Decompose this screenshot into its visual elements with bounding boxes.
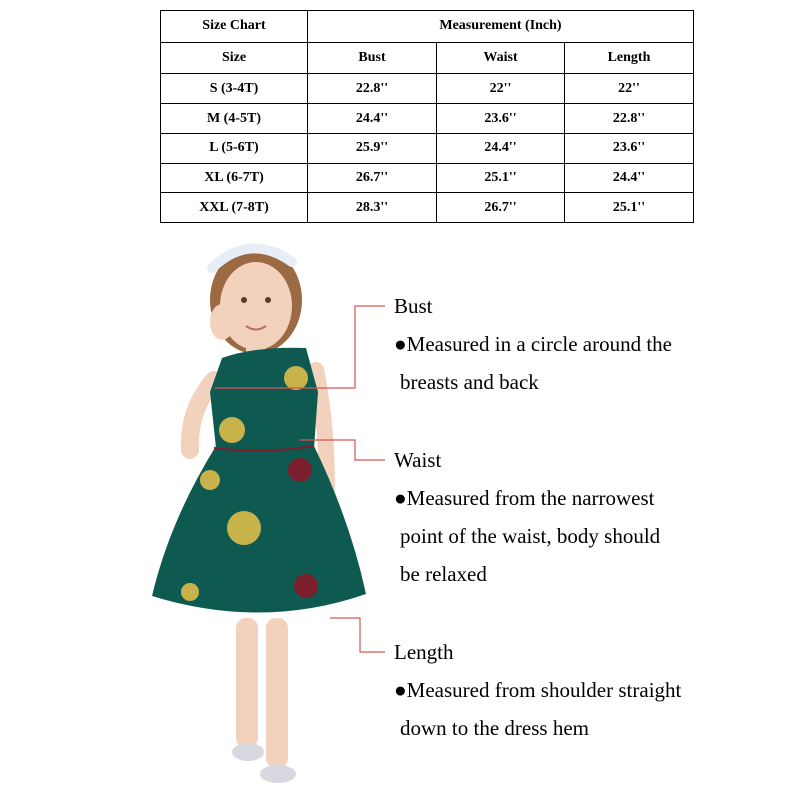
table-row — [161, 74, 694, 104]
eye-left — [241, 297, 247, 303]
floral-print — [284, 366, 308, 390]
table-cell: XL (6-7T) — [161, 163, 308, 193]
table-cell: 23.6'' — [437, 104, 565, 134]
right-leg — [266, 618, 288, 768]
table-row — [161, 133, 694, 163]
column-header-size: Size — [161, 42, 308, 74]
waist-annotation — [394, 441, 660, 593]
left-leg — [236, 618, 258, 748]
table-cell: 24.4'' — [308, 104, 437, 134]
table-row — [161, 163, 694, 193]
left-sandal — [232, 743, 264, 761]
length-annotation — [394, 633, 681, 747]
floral-print — [200, 470, 220, 490]
table-group-header-row — [161, 11, 694, 43]
bust-annotation — [394, 287, 672, 401]
column-header-length: Length — [565, 42, 694, 74]
eye-right — [265, 297, 271, 303]
table-header-row — [161, 42, 694, 74]
table-cell: 24.4'' — [437, 133, 565, 163]
table-cell: 22'' — [565, 74, 694, 104]
size-chart-table — [160, 10, 694, 223]
table-cell: 28.3'' — [308, 193, 437, 223]
waist-description-line: ●Measured from the narrowest — [394, 486, 655, 510]
table-corner-label: Size Chart — [161, 11, 308, 43]
table-cell: 25.9'' — [308, 133, 437, 163]
table-cell: M (4-5T) — [161, 104, 308, 134]
left-arm — [190, 380, 214, 450]
table-cell: 23.6'' — [565, 133, 694, 163]
table-group-header: Measurement (Inch) — [308, 11, 694, 43]
waist-description-line: be relaxed — [400, 562, 487, 586]
bust-description-line: breasts and back — [400, 370, 539, 394]
length-description-line: down to the dress hem — [400, 716, 589, 740]
length-description-line: ●Measured from shoulder straight — [394, 678, 682, 702]
floral-print — [288, 458, 312, 482]
table-cell: 25.1'' — [437, 163, 565, 193]
floral-print — [219, 417, 245, 443]
right-sandal — [260, 765, 296, 783]
waist-title: Waist — [394, 448, 442, 472]
column-header-bust: Bust — [308, 42, 437, 74]
bust-title: Bust — [394, 294, 433, 318]
waist-description-line: point of the waist, body should — [400, 524, 661, 548]
face — [220, 262, 292, 350]
table-cell: 22'' — [437, 74, 565, 104]
table-cell: XXL (7-8T) — [161, 193, 308, 223]
table-cell: 25.1'' — [565, 193, 694, 223]
table-cell: 24.4'' — [565, 163, 694, 193]
table-cell: 26.7'' — [308, 163, 437, 193]
length-guide-line — [330, 618, 385, 652]
table-row — [161, 193, 694, 223]
bust-description-line: ●Measured in a circle around the — [394, 332, 672, 356]
raised-hand — [210, 304, 234, 340]
column-header-waist: Waist — [437, 42, 565, 74]
table-cell: 22.8'' — [308, 74, 437, 104]
length-title: Length — [394, 640, 454, 664]
floral-print — [294, 574, 318, 598]
table-cell: L (5-6T) — [161, 133, 308, 163]
floral-print — [181, 583, 199, 601]
table-cell: S (3-4T) — [161, 74, 308, 104]
table-cell: 22.8'' — [565, 104, 694, 134]
floral-print — [227, 511, 261, 545]
table-cell: 26.7'' — [437, 193, 565, 223]
table-row — [161, 104, 694, 134]
